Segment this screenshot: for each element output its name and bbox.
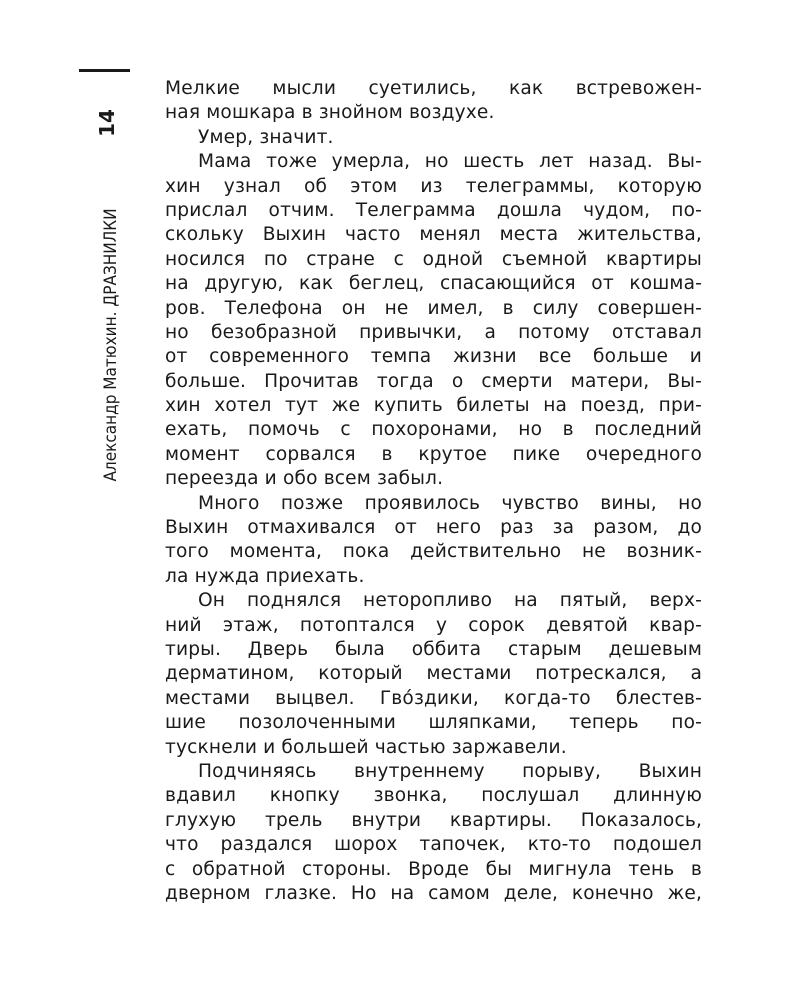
page-number: 14: [95, 109, 119, 137]
text-line: переезда и обо всем забыл.: [165, 468, 444, 490]
text-line: Выхин отмахивался от него раз за разом, до: [165, 517, 702, 539]
text-line: Много позже проявилось чувство вины, но: [198, 492, 702, 514]
text-line: от современного темпа жизни все больше и: [165, 346, 702, 368]
text-line: шие позолоченными шляпками, теперь по-: [165, 712, 702, 734]
text-line: хин узнал об этом из телеграммы, которую: [165, 175, 702, 197]
text-line: глухую трель внутри квартиры. Показалось,: [165, 809, 702, 831]
body-text: [165, 77, 702, 906]
text-line: скольку Выхин часто менял места жительства,: [165, 224, 702, 246]
text-line: что раздался шорох тапочек, кто-то подошел: [165, 834, 702, 856]
text-line: хин хотел тут же купить билеты на поезд, при-: [165, 395, 702, 417]
text-line: Мама тоже умерла, но шесть лет назад. Вы-: [198, 151, 702, 173]
text-line: Умер, значит.: [198, 126, 334, 148]
text-line: но безобразной привычки, а потому отставал: [165, 321, 702, 343]
text-line: с обратной стороны. Вроде бы мигнула тень в: [165, 858, 702, 880]
text-line: ний этаж, потоптался у сорок девятой квар-: [165, 614, 702, 636]
text-line: того момента, пока действительно не возник-: [165, 541, 702, 563]
text-line: прислал отчим. Телеграмма дошла чудом, по-: [165, 199, 702, 221]
text-line: момент сорвался в крутое пике очередного: [165, 443, 702, 465]
text-line: вдавил кнопку звонка, послушал длинную: [165, 785, 702, 807]
text-line: дверном глазке. Но на самом деле, конечно же,: [165, 882, 702, 904]
text-line: на другую, как беглец, спасающийся от кошма-: [165, 273, 702, 295]
text-line: ров. Телефона он не имел, в силу совершен-: [165, 297, 702, 319]
text-line: ла нужда приехать.: [165, 565, 365, 587]
text-line: ехать, помочь с похоронами, но в последний: [165, 419, 702, 441]
text-line: ная мошкара в знойном воздухе.: [165, 102, 495, 124]
text-line: Он поднялся неторопливо на пятый, верх-: [198, 590, 702, 612]
text-line: тускнели и большей частью заржавели.: [165, 736, 567, 758]
running-head: Александр Матюхин. ДРАЗНИЛКИ: [101, 208, 121, 482]
top-rule: [79, 69, 130, 72]
text-line: дерматином, который местами потрескался, а: [165, 663, 702, 685]
text-line: Подчиняясь внутреннему порыву, Выхин: [198, 760, 702, 782]
text-line: местами выцвел. Гвóздики, когда-то блестев-: [165, 687, 702, 709]
text-line: носился по стране с одной съемной квартиры: [165, 248, 702, 270]
text-line: Мелкие мысли суетились, как встревожен-: [165, 78, 702, 99]
text-line: тиры. Дверь была оббита старым дешевым: [165, 638, 702, 660]
text-line: больше. Прочитав тогда о смерти матери, Вы-: [165, 370, 702, 392]
